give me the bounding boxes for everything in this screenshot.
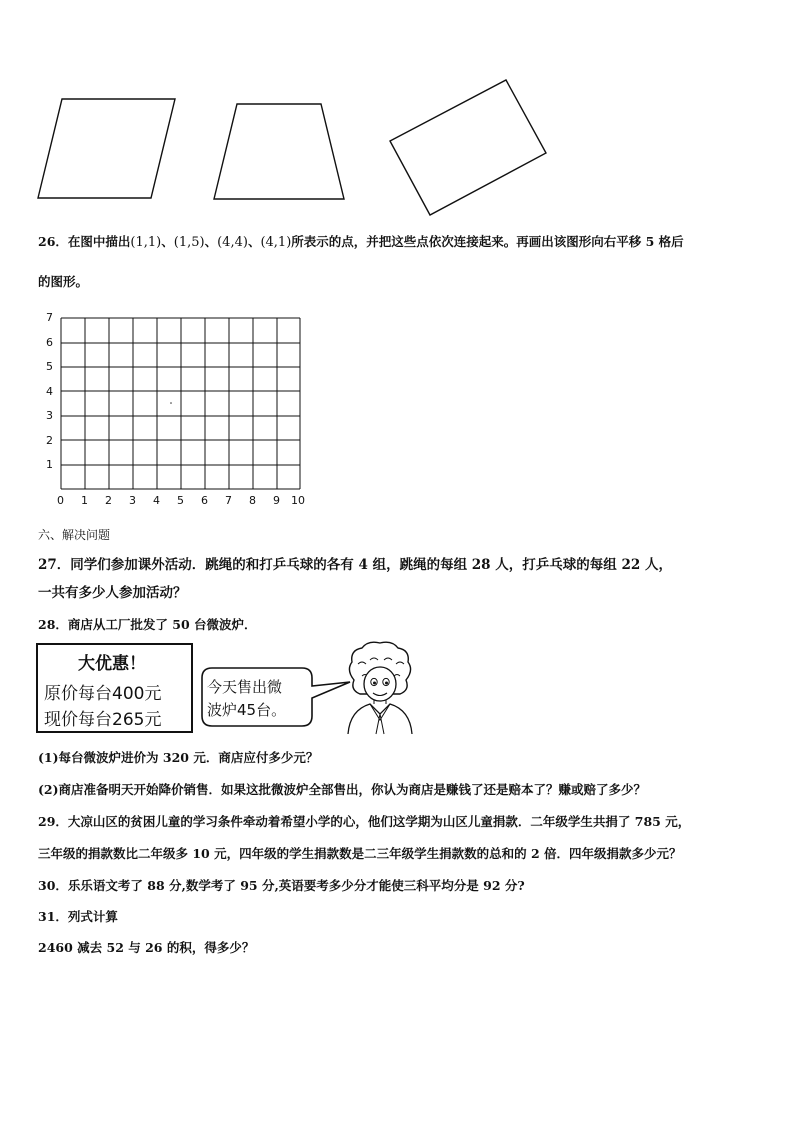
question-text: 所表示的点，并把这些点依次连接起来。再画出该图形向右平移 5 格后 (291, 234, 684, 249)
point-1: (1,1) (130, 235, 162, 250)
current-price: 现价每台265元 (44, 710, 162, 730)
separator: 、 (247, 234, 261, 249)
question-number: 26． (38, 234, 68, 249)
question-31-title: 31．列式计算 (38, 909, 118, 924)
promotion-sign (36, 643, 193, 733)
question-30: 30．乐乐语文考了 88 分,数学考了 95 分,英语要考多少分才能使三科平均分是 92 分? (38, 878, 525, 893)
x-tick-label: 9 (273, 494, 280, 507)
speech-bubble-line-1: 今天售出微 (207, 678, 283, 696)
y-tick-label: 4 (46, 385, 53, 398)
question-27-line-2: 一共有多少人参加活动？ (38, 585, 187, 601)
promotion-title: 大优惠！ (78, 654, 146, 674)
question-28: 28．商店从工厂批发了 50 台微波炉． (38, 617, 257, 632)
x-tick-label: 1 (81, 494, 88, 507)
y-tick-label: 6 (46, 336, 53, 349)
y-tick-label: 3 (46, 409, 53, 422)
question-29-line-1: 29．大凉山区的贫困儿童的学习条件牵动着希望小学的心，他们这学期为山区儿童捐款．二年级学生共捐了 785 元， (38, 814, 691, 829)
x-tick-label: 6 (201, 494, 208, 507)
question-29-line-2: 三年级的捐款数比二年级多 10 元，四年级的学生捐款数是二三年级学生捐款数的总和的 2 倍．四年级捐款多少元？ (38, 846, 682, 861)
question-28-part-2: (2)商店准备明天开始降价销售．如果这批微波炉全部售出，你认为商店是赚钱了还是赔本了？赚或赔了多少？ (38, 782, 647, 797)
point-4: (4,1) (260, 235, 292, 250)
question-27-line-1: 27．同学们参加课外活动．跳绳的和打乒乓球的各有 4 组，跳绳的每组 28 人，打乒乓球的每组 22 人， (38, 557, 672, 573)
shopkeeper-illustration (340, 640, 420, 735)
separator: 、 (161, 234, 174, 249)
grid-lines (0, 0, 794, 520)
question-31-text: 2460 减去 52 与 26 的积，得多少？ (38, 940, 255, 955)
y-tick-label: 1 (46, 458, 53, 471)
x-tick-label: 0 (57, 494, 64, 507)
x-tick-label: 7 (225, 494, 232, 507)
x-tick-label: 3 (129, 494, 136, 507)
x-tick-label: 4 (153, 494, 160, 507)
question-28-part-1: (1)每台微波炉进价为 320 元．商店应付多少元？ (38, 750, 319, 765)
x-tick-label: 8 (249, 494, 256, 507)
y-tick-label: 5 (46, 360, 53, 373)
question-text: 在图中描出 (67, 234, 131, 249)
original-price: 原价每台400元 (44, 684, 162, 704)
speech-bubble-line-2: 波炉45台。 (207, 701, 287, 719)
point-2: (1,5) (173, 235, 205, 250)
point-3: (4,4) (217, 235, 248, 250)
x-tick-label: 2 (105, 494, 112, 507)
y-tick-label: 7 (46, 311, 53, 324)
x-tick-label: 5 (177, 494, 184, 507)
separator: 、 (204, 234, 218, 249)
y-tick-label: 2 (46, 434, 53, 447)
x-tick-label: 10 (291, 494, 305, 507)
question-26-continued: 的图形。 (38, 274, 89, 289)
coordinate-grid (0, 0, 794, 520)
section-title: 六、解决问题 (38, 528, 111, 542)
